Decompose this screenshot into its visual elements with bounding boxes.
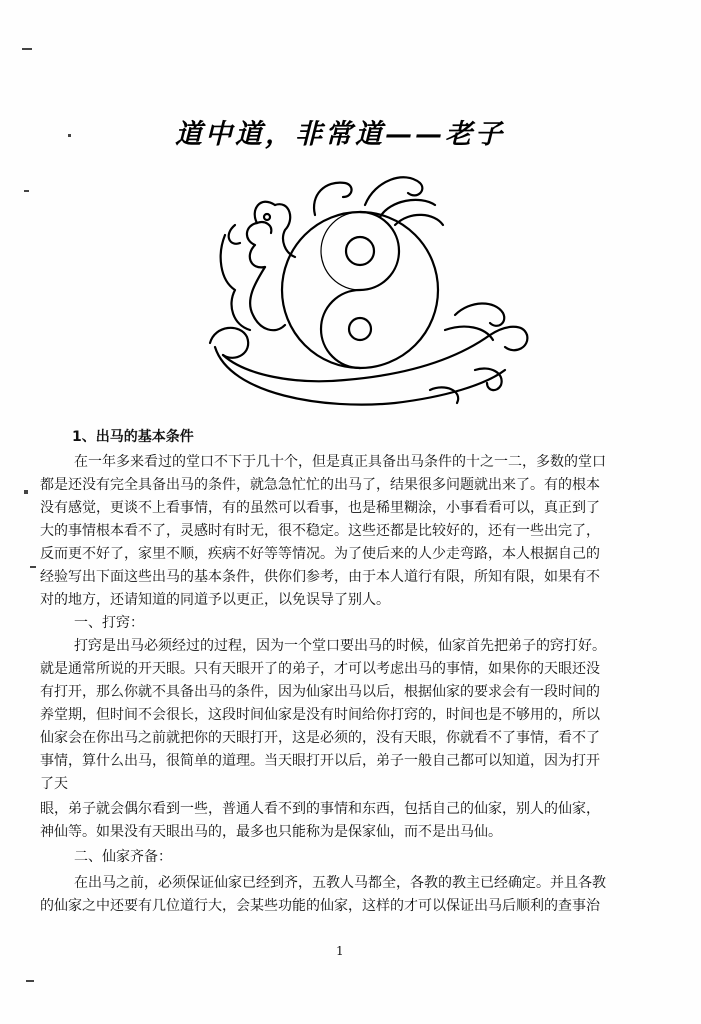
paragraph-line: 经验写出下面这些出马的基本条件，供你们参考，由于本人道行有限，所知有限，如果有不 [40,569,600,585]
paragraph-line: 对的地方，还请知道的同道予以更正，以免误导了别人。 [40,592,390,608]
paragraph-line: 仙家会在你出马之前就把你的天眼打开，这是必须的，没有天眼，你就看不了事情，看不了 [40,730,600,746]
paragraph-line: 打窍是出马必须经过的过程，因为一个堂口要出马的时候，仙家首先把弟子的窍打好。 [74,638,606,654]
paragraph-line: 了天 [40,776,68,792]
subsection-heading: 二、仙家齐备： [74,849,172,865]
scan-mark [24,190,29,192]
paragraph-line: 在出马之前，必须保证仙家已经到齐，五教人马都全，各教的教主已经确定。并且各教 [74,875,606,891]
dragon-yin-yang-emblem-icon [205,165,530,415]
paragraph-line: 大的事情根本看不了，灵感时有时无，很不稳定。这些还都是比较好的，还有一些出完了， [40,523,600,539]
section-heading: 1、出马的基本条件 [72,429,194,445]
scan-mark [22,48,32,50]
paragraph-line: 没有感觉，更谈不上看事情，有的虽然可以看事，也是稀里糊涂，小事看看可以，真正到了 [40,500,600,516]
paragraph-line: 的仙家之中还要有几位道行大，会某些功能的仙家，这样的才可以保证出马后顺利的查事治 [40,898,600,914]
paragraph-line: 在一年多来看过的堂口不下于几十个，但是真正具备出马条件的十之一二，多数的堂口 [74,454,606,470]
paragraph-line: 事情，算什么出马，很简单的道理。当天眼打开以后，弟子一般自己都可以知道，因为打开 [40,753,600,769]
scan-mark [24,490,28,494]
page-number: 1 [336,944,344,958]
paragraph-line: 养堂期，但时间不会很长，这段时间仙家是没有时间给你打窍的，时间也是不够用的，所以 [40,707,600,723]
scan-mark [30,566,36,568]
scan-mark [68,134,71,137]
paragraph-line: 神仙等。如果没有天眼出马的，最多也只能称为是保家仙，而不是出马仙。 [40,824,502,840]
page-title: 道中道，非常道——老子 [175,119,505,150]
subsection-heading: 一、打窍： [74,615,144,631]
paragraph-line: 就是通常所说的开天眼。只有天眼开了的弟子，才可以考虑出马的事情，如果你的天眼还没 [40,661,600,677]
paragraph-line: 反而更不好了，家里不顺，疾病不好等等情况。为了使后来的人少走弯路，本人根据自己的 [40,546,600,562]
scan-mark [26,980,34,982]
paragraph-line: 有打开，那么你就不具备出马的条件，因为仙家出马以后，根据仙家的要求会有一段时间的 [40,684,600,700]
paragraph-line: 都是还没有完全具备出马的条件，就急急忙忙的出马了，结果很多问题就出来了。有的根本 [40,477,600,493]
paragraph-line: 眼，弟子就会偶尔看到一些，普通人看不到的事情和东西，包括自己的仙家，别人的仙家， [40,801,600,817]
